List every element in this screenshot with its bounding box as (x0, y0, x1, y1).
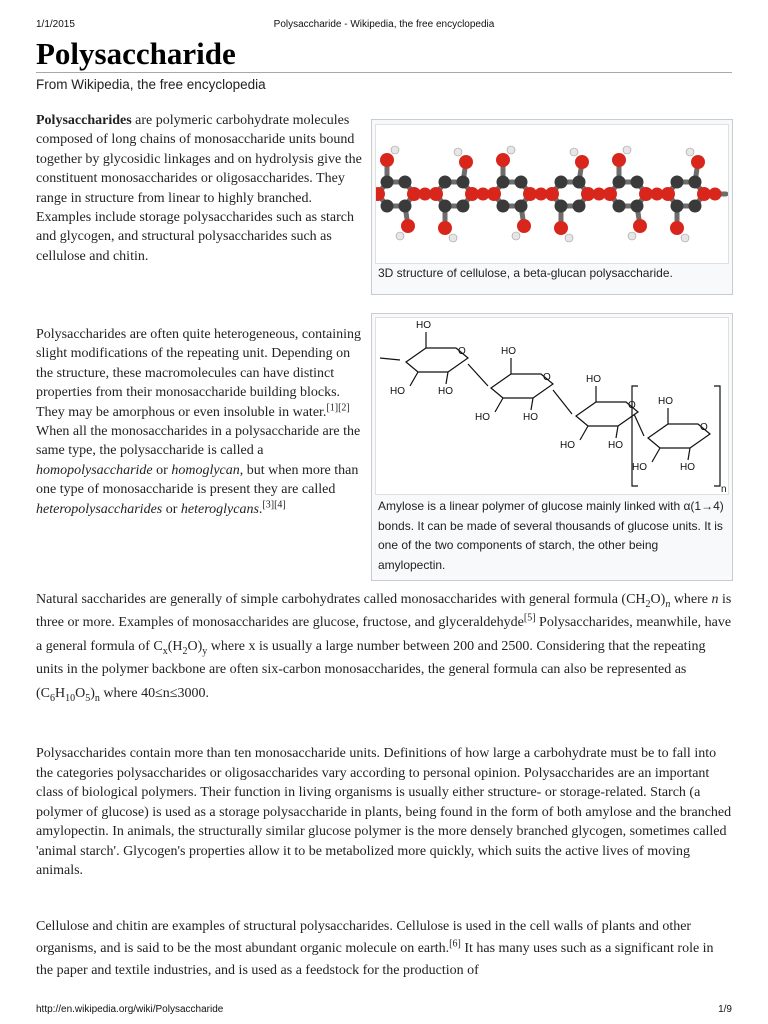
bond-line (634, 414, 644, 436)
amylose-bonds (380, 332, 720, 486)
subscript: 6 (50, 692, 55, 704)
molecule-part (515, 200, 528, 213)
text-span: where x is usually a large number between 200 and 2500. Considering that the repeating units in the polymer backbone are often six-carbon monosaccharides, the general formula can also be represented as (C (36, 638, 706, 701)
text-span: It has many uses such as a significant role in the paper and textile industries, and is used as a feedstock for the production of (36, 941, 714, 978)
page-url: http://en.wikipedia.org/wiki/Polysaccharide (36, 1004, 224, 1015)
cellulose-figure (371, 119, 733, 295)
print-footer (0, 1000, 768, 1024)
molecule-part (399, 176, 412, 189)
molecule-part (391, 146, 399, 154)
heterogeneity-paragraph (36, 325, 362, 519)
repeat-count-label: n (721, 484, 727, 494)
ho-label: HO (560, 440, 575, 451)
molecule-part (497, 176, 510, 189)
molecule-part (623, 146, 631, 154)
ho-label: HO (632, 462, 647, 473)
italic-term: homoglycan (171, 462, 240, 478)
citation-link[interactable]: [1][2] (326, 401, 350, 413)
molecule-part (381, 176, 394, 189)
figure-caption: Amylose is a linear polymer of glucose mainly linked with α(1→4) bonds. It can be made of several thousands of glucose units. It is one of the two components of starch, the other being amylopectin. (378, 499, 724, 572)
bond-line (714, 386, 720, 486)
molecule-part (496, 153, 510, 167)
molecule-part (512, 232, 520, 240)
page-number: 1/9 (718, 1004, 732, 1015)
ho-label: HO (586, 374, 601, 385)
text-span: is three or more. Examples of monosaccharides are glucose, fructose, and glyceraldehyde (36, 592, 732, 631)
subscript: n (94, 692, 100, 704)
molecule-part (381, 200, 394, 213)
molecule-part (457, 200, 470, 213)
ho-label: HO (658, 396, 673, 407)
text-span: ) (90, 685, 95, 701)
bond-line (495, 398, 503, 412)
molecule-part (633, 219, 647, 233)
ho-label: HO (416, 320, 431, 331)
cellulose-ball-and-stick-illustration (376, 125, 728, 263)
ring-oxygen-label: O (543, 372, 551, 383)
bond-line (380, 358, 400, 360)
molecule-part (497, 200, 510, 213)
bond-line (616, 426, 618, 438)
subscript: n (665, 598, 671, 610)
text-span: Natural saccharides are generally of simple carbohydrates called monosaccharides with general formula (CH (36, 592, 646, 607)
site-subtitle: From Wikipedia, the free encyclopedia (36, 77, 266, 92)
print-title: Polysaccharide - Wikipedia, the free encyclopedia (273, 19, 495, 30)
structural-paragraph (36, 916, 732, 982)
molecule-part (612, 153, 626, 167)
subscript: 2 (182, 645, 188, 657)
molecule-part (439, 176, 452, 189)
molecule-part (613, 176, 626, 189)
text-span: , but when more than one type of monosaccharide is present they are called (36, 462, 359, 498)
molecule-part (457, 176, 470, 189)
molecule-part (631, 176, 644, 189)
text-span: or (152, 462, 172, 478)
molecule-part (438, 221, 452, 235)
molecule-part (565, 234, 573, 242)
citation-link[interactable]: [3][4] (262, 499, 286, 510)
subscript: y (202, 645, 208, 657)
amylose-figure (371, 313, 733, 581)
italic-var: n (711, 592, 719, 607)
molecule-part (671, 176, 684, 189)
intro-text: are polymeric carbohydrate molecules composed of long chains of monosaccharide units bound together by glycosidic linkages and on hydrolysis give the constituent monosaccharides or oligosaccharides. They range in structure from linear to highly branched. Examples include storage polysaccharides such as starch and glycogen, and structural polysaccharides such as cellulose and chitin. (36, 113, 362, 264)
molecule-part (628, 232, 636, 240)
molecule-part (555, 176, 568, 189)
bond-line (531, 398, 533, 410)
molecule-part (507, 146, 515, 154)
molecule-part (554, 221, 568, 235)
ho-label: HO (680, 462, 695, 473)
molecule-part (380, 153, 394, 167)
formula-paragraph (36, 588, 732, 705)
molecule-part (709, 188, 722, 201)
text-span: When all the monosaccharides in a polysaccharide are the same type, the polysaccharide is called a (36, 424, 361, 459)
text-span: Polysaccharides are often quite heterogeneous, containing slight modifications of the repeating unit. Depending on the structure, these macromolecules can have distinct properties from their monosaccharide building blocks. They may be amorphous or even insoluble in water. (36, 327, 361, 420)
molecule-part (515, 176, 528, 189)
text-span: H (55, 685, 66, 701)
subscript: 5 (85, 692, 91, 704)
text-span: . (258, 501, 263, 517)
italic-term: heteropolysaccharides (36, 501, 163, 517)
molecule-part (399, 200, 412, 213)
citation-link[interactable]: [6] (449, 938, 461, 950)
text-span: (H (167, 638, 183, 654)
ho-label: HO (608, 440, 623, 451)
molecule-part (670, 221, 684, 235)
ho-label: HO (390, 386, 405, 397)
molecule-part (459, 155, 473, 169)
molecule-part (681, 234, 689, 242)
bond-line (688, 448, 690, 460)
molecule-part (573, 200, 586, 213)
molecule-part (661, 187, 675, 201)
subscript: 10 (65, 692, 76, 704)
ring-oxygen-label: O (628, 400, 636, 411)
intro-paragraph (36, 111, 362, 266)
molecule-part (401, 219, 415, 233)
molecule-part (454, 148, 462, 156)
bond-line (446, 372, 448, 384)
molecule-part (686, 148, 694, 156)
ho-label: HO (475, 412, 490, 423)
print-header (0, 0, 768, 30)
subscript: x (162, 645, 168, 657)
text-span: or (162, 501, 181, 517)
molecule-part (613, 200, 626, 213)
molecule-part (487, 187, 501, 201)
ho-label: HO (523, 412, 538, 423)
function-paragraph: Polysaccharides contain more than ten monosaccharide units. Definitions of how large a carbohydrate must be to fall into the categories polysaccharides or oligosaccharides vary according to personal opinion. Polysaccharides are an important class of biological polymers. Their function in living organisms is usually either structure- or storage-related. Starch (a polymer of glucose) is used as a storage polysaccharide in plants, being found in the form of both amylose and the branched amylopectin. In animals, the structurally similar glucose polymer is the more densely branched glycogen, sometimes called 'animal starch'. Glycogen's properties allow it to be metabolized more quickly, which suits the active lives of moving animals. (36, 746, 732, 878)
print-date: 1/1/2015 (36, 19, 75, 30)
molecule-part (439, 200, 452, 213)
molecule-part (570, 148, 578, 156)
molecule-part (631, 200, 644, 213)
molecule-part (555, 200, 568, 213)
text-span: O) (187, 638, 203, 654)
figure-caption: 3D structure of cellulose, a beta-glucan polysaccharide. (378, 266, 673, 280)
bond-line (468, 364, 488, 386)
text-span: O) (650, 592, 666, 607)
ho-label: HO (501, 346, 516, 357)
cellulose-3d-image[interactable] (375, 124, 729, 264)
molecule-part (689, 176, 702, 189)
molecule-part (396, 232, 404, 240)
page-title: Polysaccharide (36, 36, 236, 71)
italic-term: homopolysaccharide (36, 462, 153, 478)
molecule-part (449, 234, 457, 242)
molecule-part (603, 187, 617, 201)
italic-term: heteroglycans (180, 501, 259, 517)
term-bold: Polysaccharides (36, 113, 132, 128)
text-span: where 40≤n≤3000. (99, 685, 209, 701)
molecule-part (691, 155, 705, 169)
ho-label: HO (438, 386, 453, 397)
bond-line (580, 426, 588, 440)
citation-link[interactable]: [5] (523, 612, 536, 624)
bond-line (553, 390, 572, 414)
text-span: Polysaccharides, meanwhile, have a general formula of C (36, 615, 732, 654)
text-span: Cellulose and chitin are examples of structural polysaccharides. Cellulose is used in the cell walls of plants and other organisms, and is said to be the most abundant organic molecule on earth. (36, 919, 692, 956)
bond-line (652, 448, 660, 462)
molecule-part (575, 155, 589, 169)
amylose-structure-image[interactable] (375, 317, 729, 495)
molecule-part (671, 200, 684, 213)
molecule-part (429, 187, 443, 201)
ring-oxygen-label: O (700, 422, 708, 433)
ring-oxygen-label: O (458, 346, 466, 357)
molecule-part (545, 187, 559, 201)
molecule-part (573, 176, 586, 189)
molecule-part (689, 200, 702, 213)
title-divider (36, 72, 732, 73)
molecule-part (517, 219, 531, 233)
text-span: where (670, 592, 712, 607)
amylose-skeletal-formula (376, 318, 728, 494)
subscript: 2 (645, 598, 651, 610)
text-span: O (75, 685, 86, 701)
bond-line (410, 372, 418, 386)
